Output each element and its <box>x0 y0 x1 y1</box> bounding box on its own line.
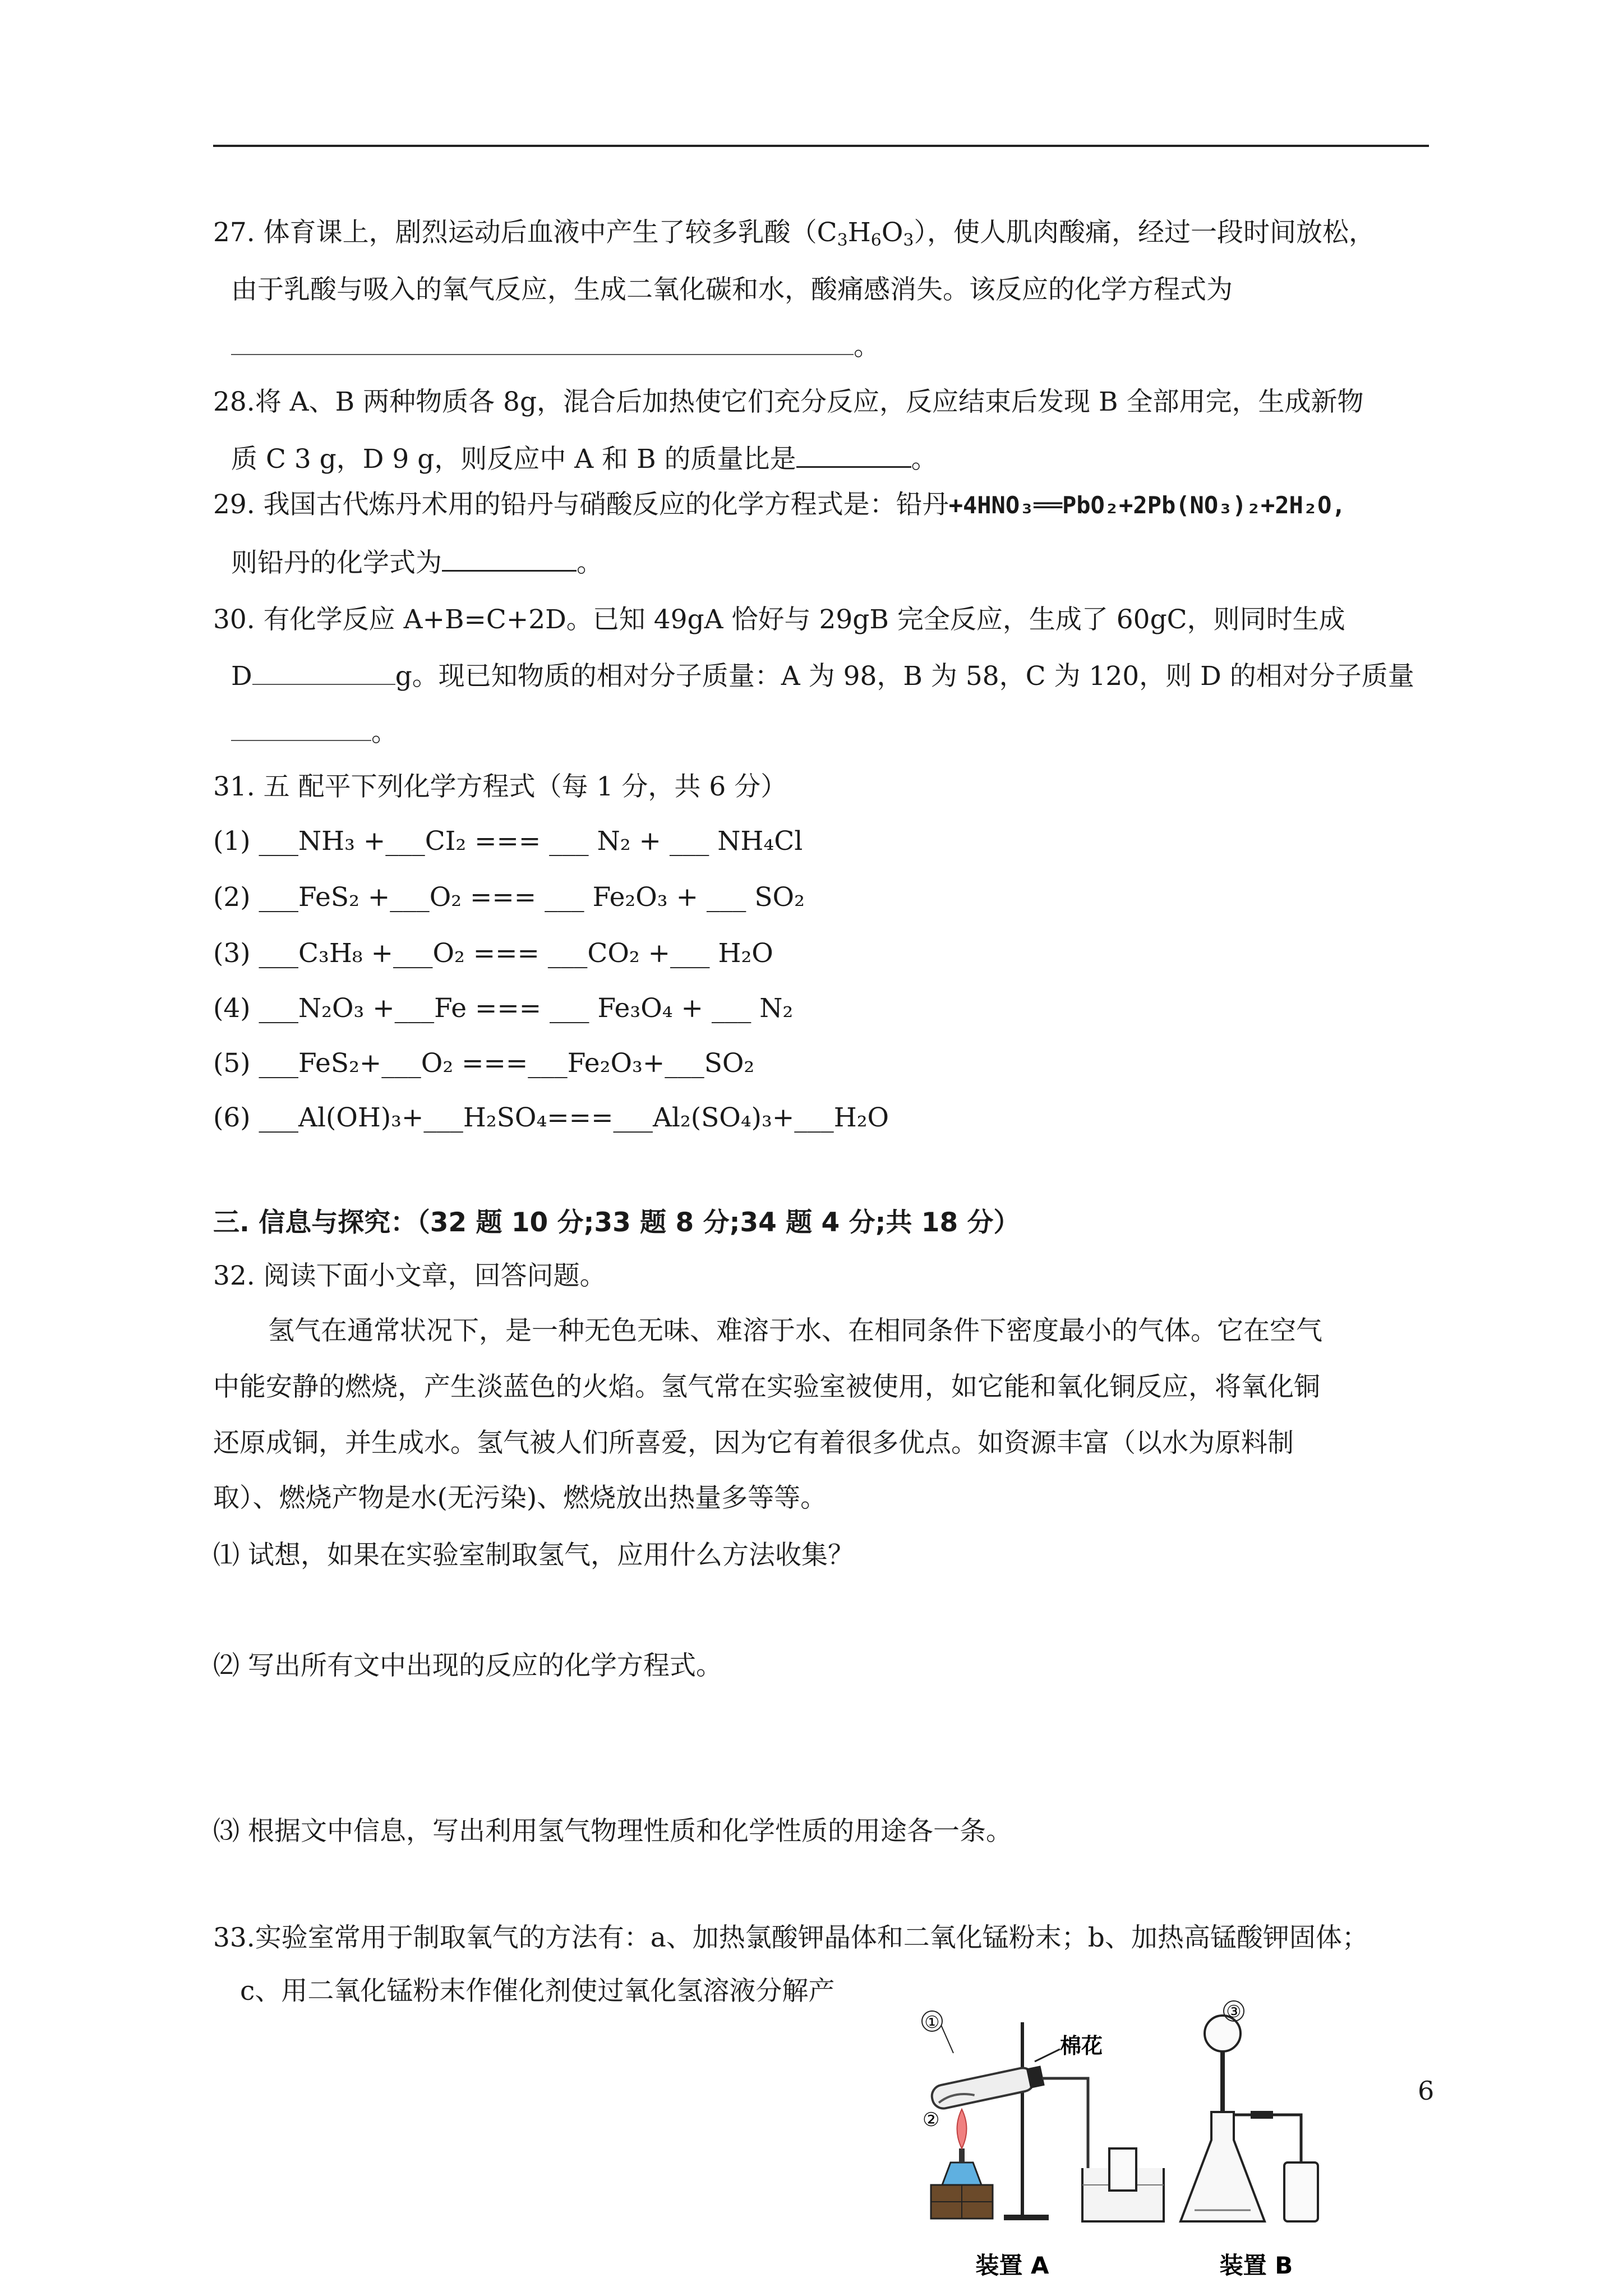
apparatus-a <box>922 2011 1164 2279</box>
q32-sub2: ⑵ 写出所有文中出现的反应的化学方程式。 <box>213 1650 722 1681</box>
q30-blank-d-mass[interactable] <box>252 659 395 685</box>
q27-line2: 由于乳酸与吸入的氧气反应，生成二氧化碳和水，酸痛感消失。该反应的化学方程式为 <box>231 274 1233 305</box>
q31-eq6: (6) ___Al(OH)₃+___H₂SO₄===___Al₂(SO₄)₃+___H₂O <box>213 1102 889 1133</box>
q32-passage-3: 还原成铜，并生成水。氢气被人们所喜爱，因为它有着很多优点。如资源丰富（以水为原料制 <box>213 1428 1294 1458</box>
q28-line1: 28.将 A、B 两种物质各 8g，混合后加热使它们充分反应，反应结束后发现 B 全部用完，生成新物 <box>213 386 1364 417</box>
q30-line1: 30. 有化学反应 A+B=C+2D。已知 49gA 恰好与 29gB 完全反应，生成了 60gC，则同时生成 <box>213 604 1345 635</box>
q31-eq5: (5) ___FeS₂+___O₂ ===___Fe₂O₃+___SO₂ <box>213 1048 755 1079</box>
q27-line1: 27. 体育课上，剧烈运动后血液中产生了较多乳酸$(C_3H_6O_3)$，使人肌肉酸痛，经过一段时间放松， <box>213 217 1375 250</box>
q30-blank-d-molar[interactable] <box>231 715 371 741</box>
label-num-2: ② <box>923 2109 940 2131</box>
q27-answer-blank[interactable] <box>231 329 854 355</box>
q31-eq2: (2) ___FeS₂ +___O₂ === ___ Fe₂O₃ + ___ SO₂ <box>213 882 805 913</box>
label-cotton: 棉花 <box>1060 2033 1103 2058</box>
q32-passage-4: 取）、燃烧产物是水(无污染)、燃烧放出热量多等等。 <box>213 1483 827 1513</box>
q32-sub1: ⑴ 试想，如果在实验室制取氢气，应用什么方法收集？ <box>213 1540 854 1571</box>
apparatus-figure <box>920 2000 1352 2286</box>
q28-answer-blank[interactable] <box>796 441 911 468</box>
q32-passage-1: 氢气在通常状况下，是一种无色无味、难溶于水、在相同条件下密度最小的气体。它在空气 <box>268 1315 1322 1346</box>
q28-line2: 质 C 3 g，D 9 g，则反应中 A 和 B 的质量比是 。 <box>231 441 938 476</box>
q27-line3: 。 <box>231 329 880 364</box>
q33-line1: 33.实验室常用于制取氧气的方法有：a、加热氯酸钾晶体和二氧化锰粉末；b、加热高锰酸钾固体； <box>213 1922 1368 1953</box>
q31-eq4: (4) ___N₂O₃ +___Fe === ___ Fe₃O₄ + ___ N₂ <box>213 993 794 1024</box>
label-num-3: ③ <box>1226 2002 1242 2022</box>
label-num-1: ① <box>924 2013 940 2032</box>
label-apparatus-b: 装置 B <box>1219 2252 1293 2279</box>
apparatus-b <box>1181 2001 1318 2279</box>
q29-equation: +4HNO₃══PbO₂+2Pb(NO₃)₂+2H₂O, <box>948 491 1346 519</box>
q30-line2: D g。现已知物质的相对分子质量：A 为 98，B 为 58，C 为 120，则 D 的相对分子质量 <box>231 659 1414 693</box>
q32-passage-2: 中能安静的燃烧，产生淡蓝色的火焰。氢气常在实验室被使用，如它能和氧化铜反应，将氧化铜 <box>213 1372 1320 1402</box>
page-number: 6 <box>1418 2076 1435 2106</box>
q29-line1: 29. 我国古代炼丹术用的铅丹与硝酸反应的化学方程式是：铅丹+4HNO₃══PbO₂+2Pb(NO₃)₂+2H₂O, <box>213 489 1346 520</box>
q31-eq1: (1) ___NH₃ +___CI₂ === ___ N₂ + ___ NH₄Cl <box>213 826 803 857</box>
q29-line2: 则铅丹的化学式为 。 <box>231 545 603 580</box>
q29-answer-blank[interactable] <box>442 545 577 572</box>
label-apparatus-a: 装置 A <box>975 2252 1049 2279</box>
q30-line3: 。 <box>231 715 398 749</box>
q33-line2: c、用二氧化锰粉末作催化剂使过氧化氢溶液分解产 <box>240 1976 835 2007</box>
section3-title: 三. 信息与探究：（32 题 10 分;33 题 8 分;34 题 4 分;共 18 分） <box>213 1207 1020 1238</box>
q32-sub3: ⑶ 根据文中信息，写出利用氢气物理性质和化学性质的用途各一条。 <box>213 1816 1012 1847</box>
header-rule <box>213 145 1429 147</box>
q32-title: 32. 阅读下面小文章，回答问题。 <box>213 1260 606 1291</box>
q31-title: 31. 五 配平下列化学方程式（每 1 分，共 6 分） <box>213 771 787 802</box>
q31-eq3: (3) ___C₃H₈ +___O₂ === ___CO₂ +___ H₂O <box>213 938 773 969</box>
